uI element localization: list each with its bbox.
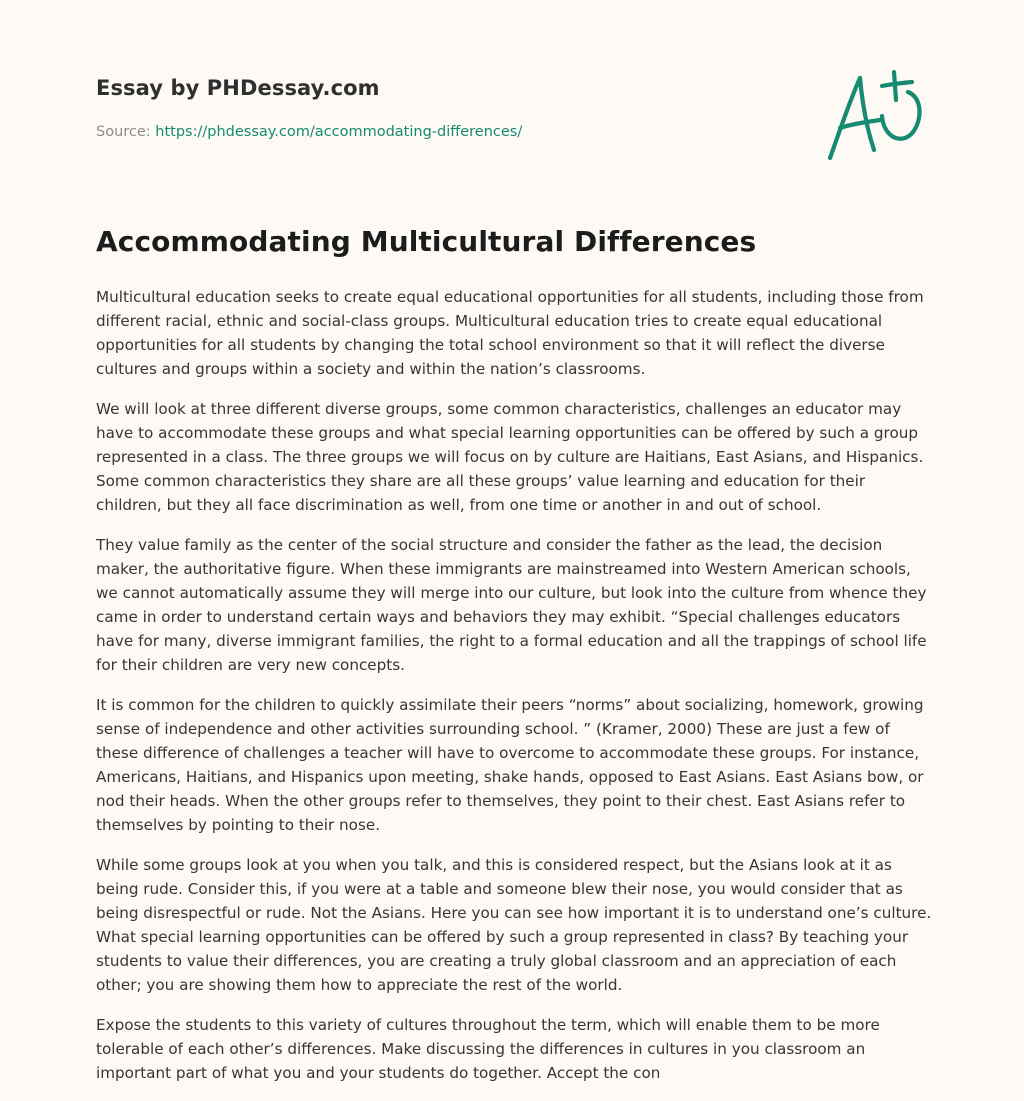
paragraph: Expose the students to this variety of cultures throughout the term, which will enable them to be more tolerable of each other’s differences. Make discussing the differences in cultures in you classroom an important part of what you and your students do together. Accept the con [96,1016,880,1082]
source-label: Source: [96,124,151,140]
a-plus-logo-icon [822,70,926,166]
site-brand: Essay by PHDessay.com [96,76,380,100]
source-link[interactable]: https://phdessay.com/accommodating-differences/ [155,124,523,140]
paragraph: We will look at three different diverse groups, some common characteristics, challenges an educator may have to accommodate these groups and what special learning opportunities can be offered by such a group represented in a class. The three groups we will focus on by culture are Haitians, East Asians, and Hispanics. Some common characteristics they share are all these groups’ value learning and education for their children, but they all face discrimination as well, from one time or another in and out of school. [96,400,924,514]
article-body [96,285,932,1101]
source-line [96,124,522,140]
paragraph: While some groups look at you when you talk, and this is considered respect, but the Asians look at it as being rude. Consider this, if you were at a table and someone blew their nose, you would consider that as being disrespectful or rude. Not the Asians. Here you can see how important it is to understand one’s culture. What special learning opportunities can be offered by such a group represented in class? By teaching your students to value their differences, you are creating a truly global classroom and an appreciation of each other; you are showing them how to appreciate the rest of the world. [96,856,932,994]
paragraph: Multicultural education seeks to create equal educational opportunities for all students, including those from different racial, ethnic and social-class groups. Multicultural education tries to create equal educational opportunities for all students by changing the total school environment so that it will reflect the diverse cultures and groups within a society and within the nation’s classrooms. [96,288,924,378]
page-title: Accommodating Multicultural Differences [96,225,757,258]
paragraph: They value family as the center of the social structure and consider the father as the lead, the decision maker, the authoritative figure. When these immigrants are mainstreamed into Western American schools, we cannot automatically assume they will merge into our culture, but look into the culture from whence they came in order to understand certain ways and behaviors they may exhibit. “Special challenges educators have for many, diverse immigrant families, the right to a formal education and all the trappings of school life for their children are very new concepts. [96,536,927,674]
paragraph: It is common for the children to quickly assimilate their peers “norms” about socializing, homework, growing sense of independence and other activities surrounding school. ” (Kramer, 2000) These are just a few of these difference of challenges a teacher will have to overcome to accommodate these groups. For instance, Americans, Haitians, and Hispanics upon meeting, shake hands, opposed to East Asians. East Asians bow, or nod their heads. When the other groups refer to themselves, they point to their chest. East Asians refer to themselves by pointing to their nose. [96,696,924,834]
page-header [96,70,928,180]
